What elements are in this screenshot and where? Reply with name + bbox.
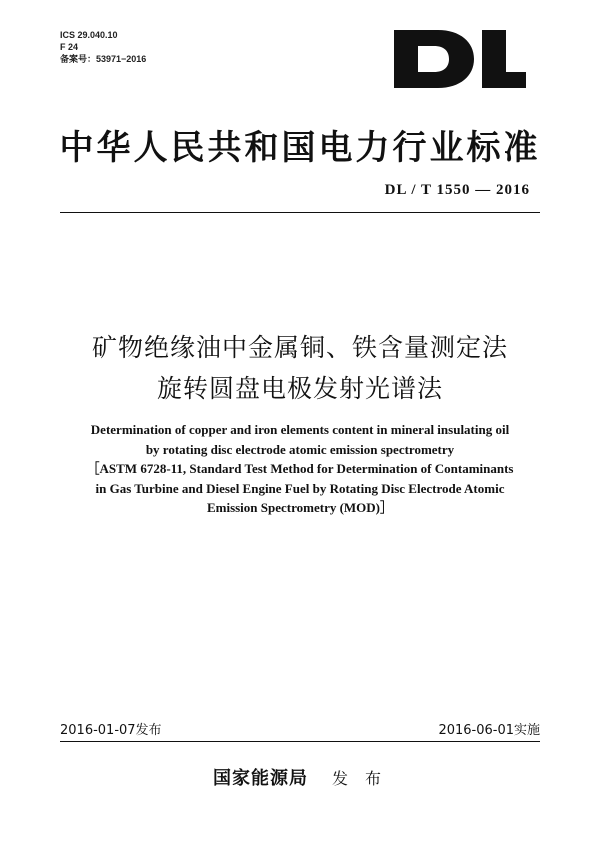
classification-block [60,29,146,65]
english-title-line-2: by rotating disc electrode atomic emission spectrometry [145,441,455,457]
issuer-line [0,764,600,790]
english-title-line-3: ［ASTM 6728-11, Standard Test Method for Determination of Contaminants [86,461,514,476]
issuing-organization: 国家能源局 [212,768,308,789]
ics-code: ICS 29.040.10 [60,30,118,40]
implementation-date: 2016-06-01实施 [438,723,540,738]
dl-logo [392,28,528,90]
filing-number: 备案号：53971−2016 [60,54,147,64]
issue-action: 发 布 [331,769,388,788]
chinese-title-line-2: 旋转圆盘电极发射光谱法 [156,374,443,403]
english-title-line-5: Emission Spectrometry (MOD)］ [206,500,394,515]
industry-standard-title: 中华人民共和国电力行业标准 [59,128,541,168]
english-title-line-4: in Gas Turbine and Diesel Engine Fuel by Rotating Disc Electrode Atomic [95,480,505,496]
bottom-divider [60,741,540,742]
top-divider [60,212,540,213]
issue-date: 2016-01-07发布 [60,723,162,738]
english-title-line-1: Determination of copper and iron elements content in mineral insulating oil [90,422,510,437]
ccs-code: F 24 [60,42,79,52]
english-title [40,420,560,518]
standard-number: DL / T 1550 — 2016 [384,182,530,198]
chinese-title-line-1: 矿物绝缘油中金属铜、铁含量测定法 [91,333,508,362]
